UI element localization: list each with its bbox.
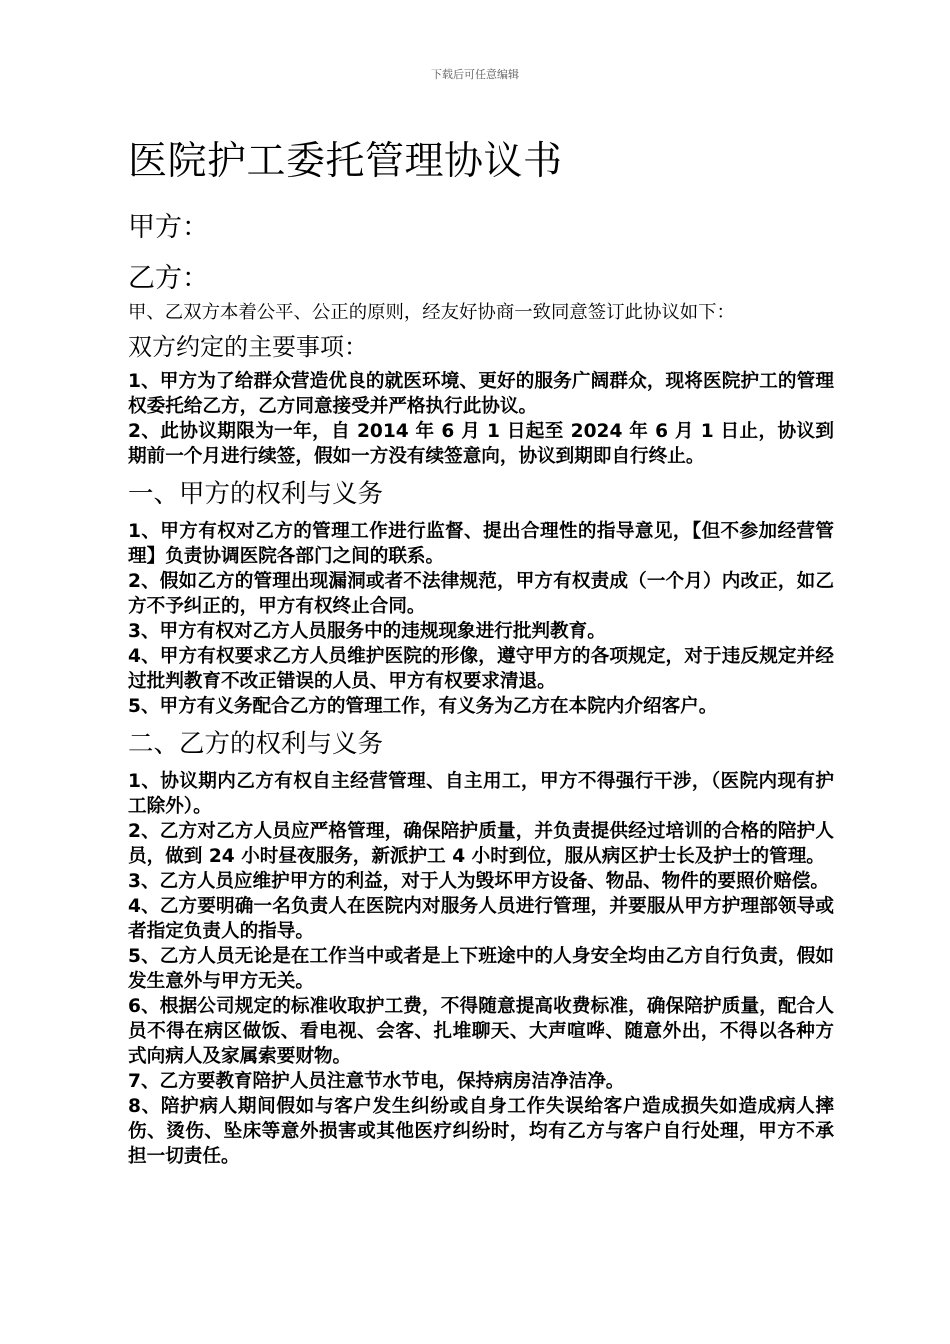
section-two-heading: 二、乙方的权利与义务 [128,729,384,759]
document-body [128,138,834,1169]
section-two-item: 2、乙方对乙方人员应严格管理，确保陪护质量，并负责提供经过培训的合格的陪护人员，做到 24 小时昼夜服务，新派护工 4 小时到位，服从病区护士长及护士的管理。 [128,821,834,867]
section-two-item: 8、陪护病人期间假如与客户发生纠纷或自身工作失误给客户造成损失如造成病人摔伤、烫伤、坠床等意外损害或其他医疗纠纷时，均有乙方与客户自行处理，甲方不承担一切责任。 [128,1096,834,1167]
section-two-list [128,769,834,1169]
main-matters-heading: 双方约定的主要事项： [128,333,368,361]
section-one-item: 1、甲方有权对乙方的管理工作进行监督、提出合理性的指导意见，【但不参加经营管理】负责协调医院各部门之间的联系。 [128,521,834,567]
header-note: 下载后可任意编辑 [431,68,519,81]
section-one-item: 2、假如乙方的管理出现漏洞或者不法律规范，甲方有权责成（一个月）内改正，如乙方不予纠正的，甲方有权终止合同。 [128,571,834,617]
section-two-item: 3、乙方人员应维护甲方的利益，对于人为毁坏甲方设备、物品、物件的要照价赔偿。 [128,871,829,892]
party-b-label: 乙方： [128,263,209,294]
section-one-item: 4、甲方有权要求乙方人员维护医院的形像，遵守甲方的各项规定，对于违反规定并经过批判教育不改正错误的人员、甲方有权要求清退。 [128,646,834,692]
section-one-item: 5、甲方有义务配合乙方的管理工作，有义务为乙方在本院内介绍客户。 [128,696,718,717]
intro-paragraph: 甲、乙双方本着公平、公正的原则，经友好协商一致同意签订此协议如下： [128,302,735,323]
section-one-item: 3、甲方有权对乙方人员服务中的违规现象进行批判教育。 [128,621,606,642]
section-two-item: 7、乙方要教育陪护人员注意节水节电，保持病房洁净洁净。 [128,1071,625,1092]
section-two-item: 1、协议期内乙方有权自主经营管理、自主用工，甲方不得强行干涉，（医院内现有护工除外）。 [128,771,834,817]
party-a-label: 甲方： [128,212,209,243]
main-matters-item: 1、甲方为了给群众营造优良的就医环境、更好的服务广阔群众，现将医院护工的管理权委托给乙方，乙方同意接受并严格执行此协议。 [128,371,834,417]
section-two-item: 4、乙方要明确一名负责人在医院内对服务人员进行管理，并要服从甲方护理部领导或者指定负责人的指导。 [128,896,834,942]
section-one-heading: 一、甲方的权利与义务 [128,479,384,509]
section-two-item: 5、乙方人员无论是在工作当中或者是上下班途中的人身安全均由乙方自行负责，假如发生意外与甲方无关。 [128,946,834,992]
section-two-item: 6、根据公司规定的标准收取护工费，不得随意提高收费标准，确保陪护质量，配合人员不得在病区做饭、看电视、会客、扎堆聊天、大声喧哗、随意外出，不得以各种方式向病人及家属索要财物。 [128,996,834,1067]
document-title: 医院护工委托管理协议书 [128,139,563,184]
main-matters-item: 2、此协议期限为一年，自 2014 年 6 月 1 日起至 2024 年 6 月 1 日止，协议到期前一个月进行续签，假如一方没有续签意向，协议到期即自行终止。 [128,421,834,467]
section-one-list [128,519,834,719]
main-matters-list [128,369,834,469]
